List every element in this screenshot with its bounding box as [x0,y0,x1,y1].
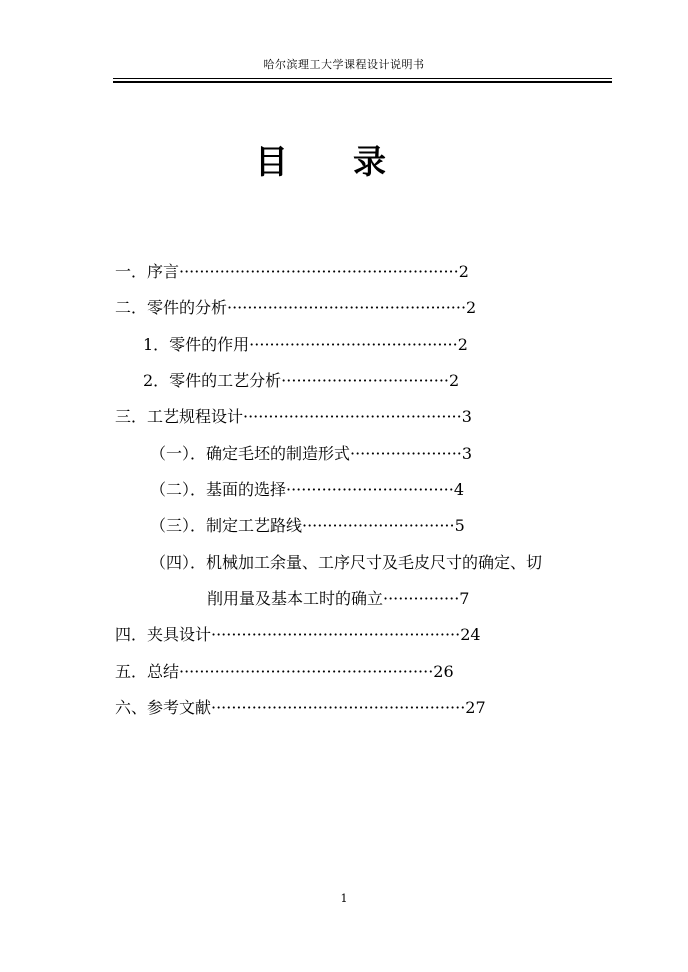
toc-entry-machining-allowance-cont[interactable]: 削用量及基本工时的确立···············7 [207,589,470,608]
toc-entry-part-function[interactable]: 1．零件的作用·········································2 [143,335,468,354]
toc-entry-process-design[interactable]: 三．工艺规程设计···········································3 [115,407,472,426]
title-char-1: 目 [255,142,288,181]
toc-entry-references[interactable]: 六、参考文献··················································27 [115,698,486,717]
toc-entry-part-analysis[interactable]: 二．零件的分析···············································2 [115,298,477,317]
toc-entry-blank-form[interactable]: （一）．确定毛坯的制造形式······················3 [150,444,473,463]
toc-entry-process-analysis[interactable]: 2．零件的工艺分析·································2 [143,371,460,390]
toc-entry-summary[interactable]: 五．总结··················································26 [115,662,454,681]
header-rule-thin [113,78,612,79]
title-char-2: 录 [353,142,386,181]
page-title [255,136,386,183]
toc-entry-datum-selection[interactable]: （二）．基面的选择·································4 [150,480,465,499]
page-number: 1 [340,892,348,905]
toc-entry-machining-allowance[interactable]: （四）．机械加工余量、工序尺寸及毛皮尺寸的确定、切 [150,553,543,572]
toc-entry-fixture-design[interactable]: 四．夹具设计·················································24 [115,625,481,644]
toc-entry-process-route[interactable]: （三）．制定工艺路线······························5 [150,516,465,535]
header-rule-thick [113,81,612,83]
toc-entry-preface[interactable]: 一．序言·······················································2 [115,262,469,281]
running-header: 哈尔滨理工大学课程设计说明书 [263,58,425,71]
